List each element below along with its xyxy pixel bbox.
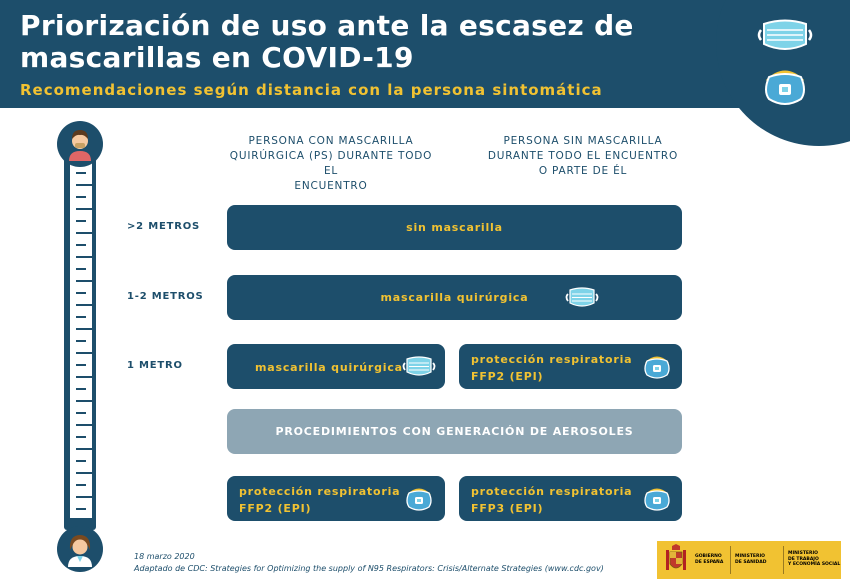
ruler-tick xyxy=(76,340,86,342)
recommendation-text: protección respiratoria xyxy=(471,353,633,366)
recommendation-text: protección respiratoria xyxy=(471,485,633,498)
page-title xyxy=(20,10,634,74)
column-header-line: DURANTE TODO EL ENCUENTRO xyxy=(487,150,679,162)
ruler-tick xyxy=(76,292,86,294)
recommendation-ffp3-aerosol xyxy=(459,476,682,521)
footer-source: Adaptado de CDC: Strategies for Optimizing the supply of N95 Respirators: Crisis/Alternate Strategies (www.cdc.gov) xyxy=(134,564,604,573)
ruler-tick xyxy=(76,364,86,366)
recommendation-lines xyxy=(471,351,632,385)
title-line-2: mascarillas en COVID-19 xyxy=(20,41,414,74)
column-header-line: PERSONA SIN MASCARILLA xyxy=(503,135,663,147)
surgical-mask-icon xyxy=(565,287,599,308)
doctor-icon xyxy=(57,526,103,572)
ruler-tick xyxy=(76,184,92,186)
government-logo xyxy=(657,541,841,579)
header-banner xyxy=(0,0,850,108)
ruler-tick xyxy=(76,508,86,510)
coat-of-arms-icon xyxy=(663,544,689,576)
footer-date: 18 marzo 2020 xyxy=(134,552,195,561)
ruler-tick xyxy=(76,196,86,198)
ruler-tick xyxy=(76,220,86,222)
logo-text-line: DE SANIDAD xyxy=(735,559,767,565)
ruler-tick xyxy=(76,496,92,498)
respirator-icon xyxy=(643,354,671,380)
recommendation-text: protección respiratoria xyxy=(239,485,401,498)
symptomatic-person-avatar xyxy=(57,121,103,167)
ruler-tick xyxy=(76,436,86,438)
ruler-tick xyxy=(76,280,92,282)
ruler-tick xyxy=(76,484,86,486)
distance-label-near: 1 METRO xyxy=(127,360,183,371)
logo-text-line: Y ECONOMÍA SOCIAL xyxy=(788,562,841,567)
column-header-line: QUIRÚRGICA (PS) DURANTE TODO EL xyxy=(229,150,433,177)
recommendation-text: mascarilla quirúrgica xyxy=(255,361,403,374)
ruler-tick xyxy=(76,316,86,318)
distance-label-far: >2 METROS xyxy=(127,221,201,232)
recommendation-text: FFP3 (EPI) xyxy=(471,502,544,515)
page-subtitle: Recomendaciones según distancia con la persona sintomática xyxy=(20,81,603,99)
ruler-tick xyxy=(76,328,92,330)
surgical-mask-icon xyxy=(402,356,436,377)
recommendation-text: mascarilla quirúrgica xyxy=(380,291,529,304)
ruler-tick xyxy=(76,304,92,306)
ruler-tick xyxy=(76,268,86,270)
respirator-icon xyxy=(643,486,671,512)
recommendation-surgical-mask-near xyxy=(227,344,445,389)
ruler-tick xyxy=(76,472,92,474)
person-icon xyxy=(57,121,103,167)
column-header-line: O PARTE DE ÉL xyxy=(538,165,628,177)
respirator-icon xyxy=(405,486,433,512)
respirator-icon xyxy=(763,67,807,107)
ruler-tick xyxy=(76,424,92,426)
logo-text-line: DE TRABAJO xyxy=(788,556,819,562)
recommendation-no-mask xyxy=(227,205,682,250)
aerosol-procedures-text: PROCEDIMIENTOS CON GENERACIÓN DE AEROSOLES xyxy=(275,425,634,438)
health-worker-avatar xyxy=(57,526,103,572)
logo-divider xyxy=(730,546,731,574)
recommendation-text: sin mascarilla xyxy=(406,221,503,234)
logo-text-line: DE ESPAÑA xyxy=(695,559,724,565)
recommendation-ffp2-aerosol xyxy=(227,476,445,521)
logo-divider xyxy=(783,546,784,574)
ministry-health-name xyxy=(735,554,767,565)
ruler-tick xyxy=(76,172,86,174)
ministry-labour-name xyxy=(788,551,840,568)
recommendation-text: FFP2 (EPI) xyxy=(471,370,544,383)
distance-label-mid: 1-2 METROS xyxy=(127,291,204,302)
recommendation-surgical-mask xyxy=(227,275,682,320)
ruler-tick xyxy=(76,412,86,414)
column-header-line: PERSONA CON MASCARILLA xyxy=(248,135,414,147)
ruler-scale xyxy=(70,148,92,518)
aerosol-procedures-banner xyxy=(227,409,682,454)
column-header-line: ENCUENTRO xyxy=(294,180,368,192)
column-header-with-mask xyxy=(228,134,434,194)
recommendation-lines xyxy=(471,483,632,517)
logo-text-line: MINISTERIO xyxy=(788,551,818,556)
title-line-1: Priorización de uso ante la escasez de xyxy=(20,9,634,42)
ruler-tick xyxy=(76,256,92,258)
ruler-tick xyxy=(76,352,92,354)
logo-text-line: MINISTERIO xyxy=(735,554,765,559)
surgical-mask-icon xyxy=(757,18,813,52)
gov-name xyxy=(695,554,723,565)
recommendation-text: FFP2 (EPI) xyxy=(239,502,312,515)
recommendation-ffp2-near xyxy=(459,344,682,389)
logo-text-line: GOBIERNO xyxy=(695,554,722,559)
ruler-tick xyxy=(76,460,86,462)
recommendation-lines xyxy=(239,483,400,517)
ruler-tick xyxy=(76,388,86,390)
ruler-tick xyxy=(76,208,92,210)
ruler-tick xyxy=(76,376,92,378)
distance-ruler xyxy=(64,138,96,530)
ruler-tick xyxy=(76,244,86,246)
column-header-without-mask xyxy=(478,134,688,179)
ruler-tick xyxy=(76,400,92,402)
ruler-tick xyxy=(76,448,92,450)
ruler-tick xyxy=(76,232,92,234)
